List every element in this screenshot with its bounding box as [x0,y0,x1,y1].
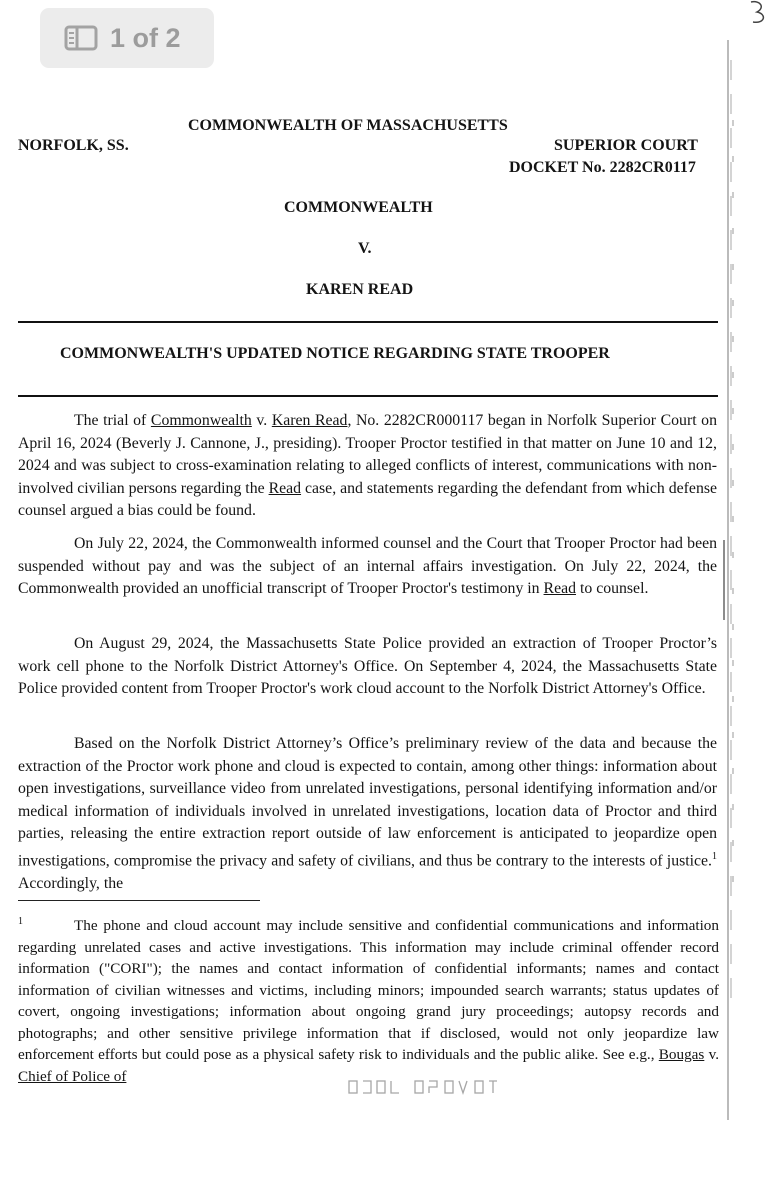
divider-bottom [18,395,718,397]
case-name-bougas: Bougas [658,1046,705,1064]
commonwealth-title: COMMONWEALTH OF MASSACHUSETTS [188,117,508,134]
scan-edge-artifact [719,0,771,1200]
case-name-karen-read: Karen Read [271,412,348,429]
paragraph-review: Based on the Norfolk District Attorney’s Office’s preliminary review of the data and because the extraction of the Proctor work phone and cloud is expected to contain, among other things: information about open investigations, surveillance video from unrelated investigations, personal identifying information and/or medical information of individuals involved in unrelated investigations, location data of Proctor and third parties, releasing the entire extraction report outside of law enforcement is anticipated to jeopardize open investigations, compromise the privacy and safety of civilians, and thus be contrary to the interests of justice.$^1$ Accordingly, the [18,735,717,892]
county-label: NORFOLK, SS. [18,137,129,154]
paragraph-suspension: On July 22, 2024, the Commonwealth informed counsel and the Court that Trooper Proctor had been suspended without pay and was the subject of an internal affairs investigation. On July 22, 2024, the Commonwealth provided an unofficial transcript of Trooper Proctor's testimony in Read to counsel. [18,535,717,598]
page-indicator-badge[interactable] [40,8,214,68]
divider-top [18,321,718,323]
page-indicator-text: 1 of 2 [110,22,181,53]
footnote-number: 1 [18,916,23,927]
paragraph-trial: The trial of Commonwealth v. Karen Read, No. 2282CR000117 began in Norfolk Superior Court on April 16, 2024 (Beverly J. Cannone, J., presiding). Trooper Proctor testified in that matter on June 10 and 12, 2024 and was subject to cross-examination relating to alleged conflicts of interest, communications with non-involved civilian persons regarding the Read case, and statements regarding the defendant from which defense counsel argued a bias could be found. [18,412,717,520]
case-name-chief-of-police: Chief of Police of [18,1067,127,1085]
case-name-read: Read [543,580,577,598]
received-stamp-artifact [345,1077,545,1097]
case-name-read: Read [268,479,302,497]
court-label: SUPERIOR COURT [554,137,698,154]
notice-title: COMMONWEALTH'S UPDATED NOTICE REGARDING STATE TROOPER [60,345,610,362]
versus-label: V. [358,240,372,257]
case-name-commonwealth: Commonwealth [150,412,252,429]
footnote: $^1$ The phone and cloud account may include sensitive and confidential communications and information regarding unrelated cases and active investigations. This information may include criminal offender record information ("CORI"); the names and contact information of confidential informants; names and contact information of civilian witnesses and victims, including minors; impounded search warrants; status updates of covert, ongoing investigations; information about ongoing grand jury proceedings; autopsy records and photographs; and other sensitive privilege information that if disclosed, would not only jeopardize law enforcement efforts but could pose as a physical safety risk to individuals and the public alike. See e.g., Bougas v. Chief of Police of [18,911,719,1087]
footnote-divider [18,900,260,901]
docket-number: DOCKET No. 2282CR0117 [509,159,696,176]
footnote-reference: 1 [712,850,717,862]
party-defendant: KAREN READ [306,281,414,298]
paragraph-extraction: On August 29, 2024, the Massachusetts State Police provided an extraction of Trooper Proctor’s work cell phone to the Norfolk District Attorney's Office. On September 4, 2024, the Massachusetts State Police provided content from Trooper Proctor's work cloud account to the Norfolk District Attorney's Office. [18,635,717,698]
sidebar-icon [64,25,98,51]
party-plaintiff: COMMONWEALTH [284,199,433,216]
